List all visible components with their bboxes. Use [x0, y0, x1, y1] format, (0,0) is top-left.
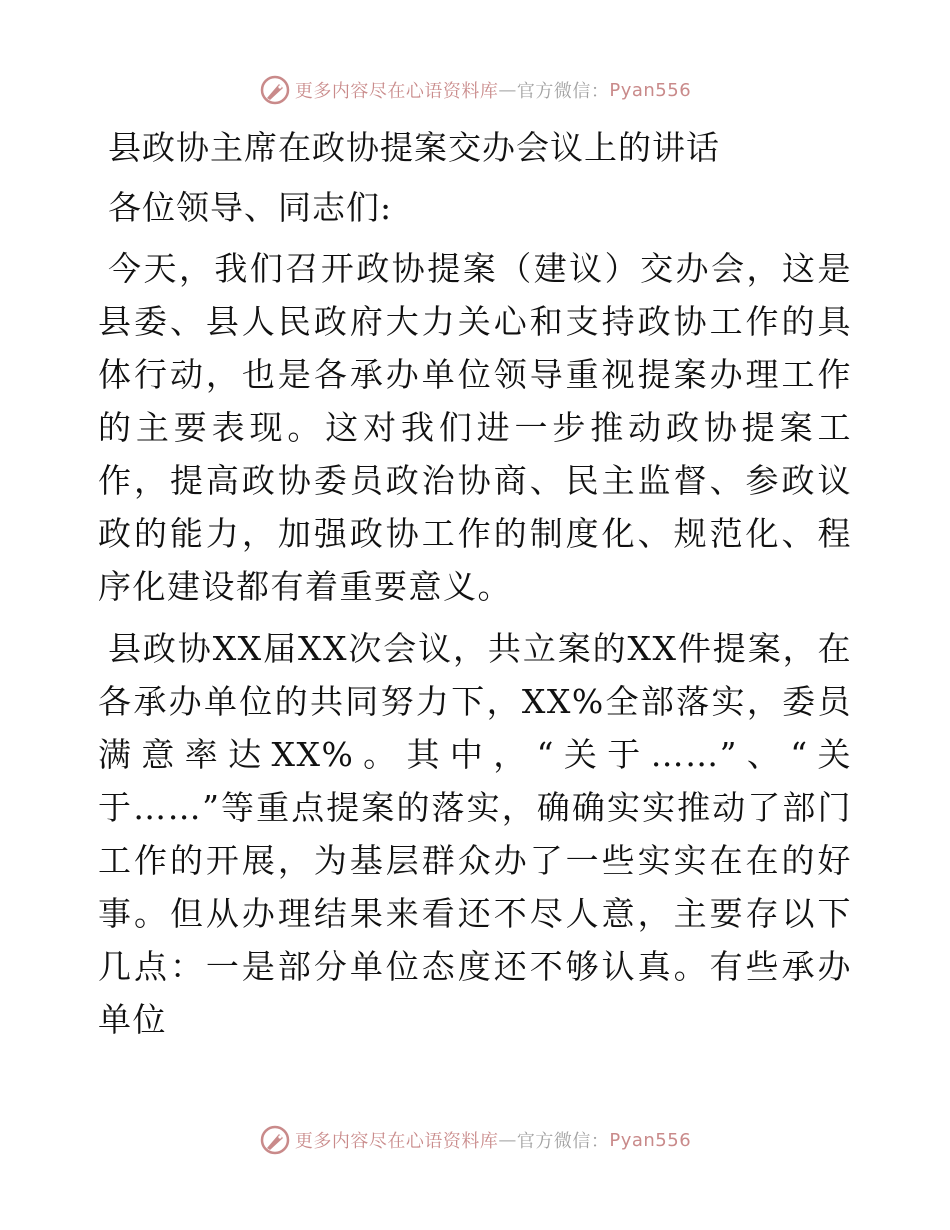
watermark-text: 更多内容尽在心语资料库	[294, 1131, 499, 1152]
document-title: 县政协主席在政协提案交办会议上的讲话	[108, 128, 720, 167]
document-body	[98, 124, 852, 1055]
pen-nib-logo-icon	[259, 1124, 291, 1156]
paragraph-2: 县政协XX届XX次会议，共立案的XX件提案，在各承办单位的共同努力下，XX%全部落实，委员满意率达XX%。其中，“关于……”、“关于……”等重点提案的落实，确确实实推动了部门工作的开展，为基层群众办了一些实实在在的好事。但从办理结果来看还不尽人意，主要存以下几点：一是部分单位态度还不够认真。有些承办单位	[98, 629, 852, 1039]
watermark-separator: —	[498, 1129, 517, 1151]
watermark-separator: —	[498, 79, 517, 101]
watermark-wechat-id: Pyan556	[609, 1129, 692, 1151]
watermark-wechat-id: Pyan556	[609, 79, 692, 101]
footer-watermark	[0, 1124, 950, 1156]
watermark-wechat-label: 官方微信：	[516, 81, 610, 102]
watermark-text: 更多内容尽在心语资料库	[294, 81, 499, 102]
pen-nib-logo-icon	[259, 74, 291, 106]
paragraph-1: 今天，我们召开政协提案（建议）交办会，这是县委、县人民政府大力关心和支持政协工作的具体行动，也是各承办单位领导重视提案办理工作的主要表现。这对我们进一步推动政协提案工作，提高政协委员政治协商、民主监督、参政议政的能力，加强政协工作的制度化、规范化、程序化建设都有着重要意义。	[98, 249, 852, 606]
salutation: 各位领导、同志们:	[108, 188, 393, 227]
header-watermark	[0, 74, 950, 106]
watermark-wechat-label: 官方微信：	[516, 1131, 610, 1152]
